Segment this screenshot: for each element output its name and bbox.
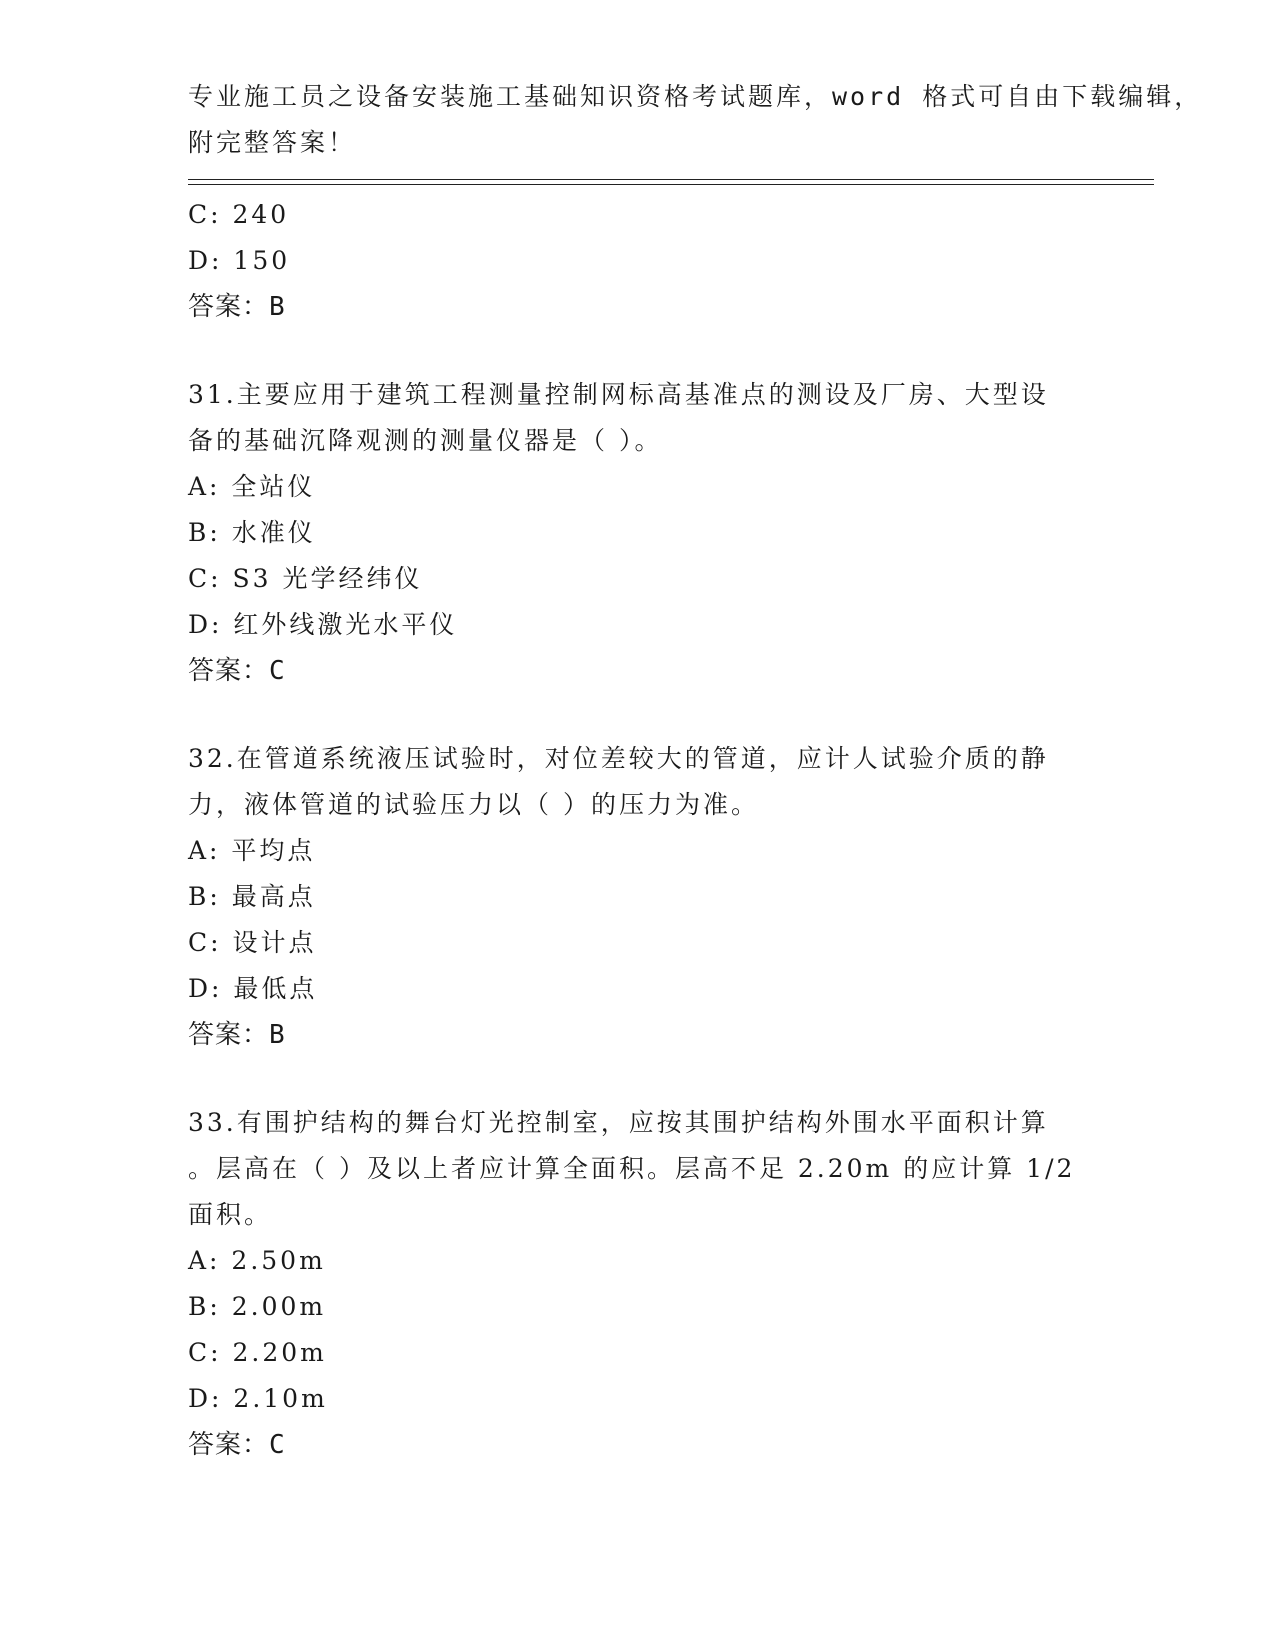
header-divider-bottom — [188, 184, 1154, 185]
answer-line: 答案：C — [188, 1430, 286, 1460]
header-divider-top — [188, 179, 1154, 180]
document-header — [188, 74, 1203, 166]
question-stem-line: 备的基础沉降观测的测量仪器是（ ）。 — [188, 426, 663, 455]
question-stem-line: 。层高在（ ）及以上者应计算全面积。层高不足 2.20m 的应计算 1/2 — [188, 1154, 1076, 1183]
question-stem-line: 力，液体管道的试验压力以（ ）的压力为准。 — [188, 790, 759, 819]
option-b: B: 最高点 — [188, 882, 316, 911]
option-a: A: 全站仪 — [188, 472, 316, 501]
option-d: D: 红外线激光水平仪 — [188, 610, 458, 639]
question-31 — [188, 372, 1088, 694]
option-c: C: S3 光学经纬仪 — [188, 564, 423, 593]
header-line-1: 专业施工员之设备安装施工基础知识资格考试题库，word 格式可自由下载编辑， — [188, 82, 1203, 111]
question-stem-line: 33.有围护结构的舞台灯光控制室，应按其围护结构外围水平面积计算 — [188, 1108, 1049, 1137]
option-b: B: 水准仪 — [188, 518, 316, 547]
header-line-2: 附完整答案！ — [188, 128, 357, 157]
question-stem-line: 31.主要应用于建筑工程测量控制网标高基准点的测设及厂房、大型设 — [188, 380, 1049, 409]
carryover-block — [188, 192, 1088, 330]
question-32 — [188, 736, 1088, 1058]
option-c: C: 设计点 — [188, 928, 317, 957]
option-c: C: 240 — [188, 200, 290, 229]
answer-line: 答案：C — [188, 656, 286, 686]
question-33 — [188, 1100, 1088, 1468]
option-b: B: 2.00m — [188, 1292, 327, 1321]
option-d: D: 2.10m — [188, 1384, 328, 1413]
question-list — [188, 192, 1088, 1468]
question-stem-line: 32.在管道系统液压试验时，对位差较大的管道，应计人试验介质的静 — [188, 744, 1049, 773]
option-a: A: 2.50m — [188, 1246, 326, 1275]
option-c: C: 2.20m — [188, 1338, 327, 1367]
option-d: D: 150 — [188, 246, 291, 275]
option-d: D: 最低点 — [188, 974, 318, 1003]
answer-line: 答案：B — [188, 292, 286, 322]
answer-line: 答案：B — [188, 1020, 286, 1050]
option-a: A: 平均点 — [188, 836, 316, 865]
question-stem-line: 面积。 — [188, 1200, 273, 1229]
